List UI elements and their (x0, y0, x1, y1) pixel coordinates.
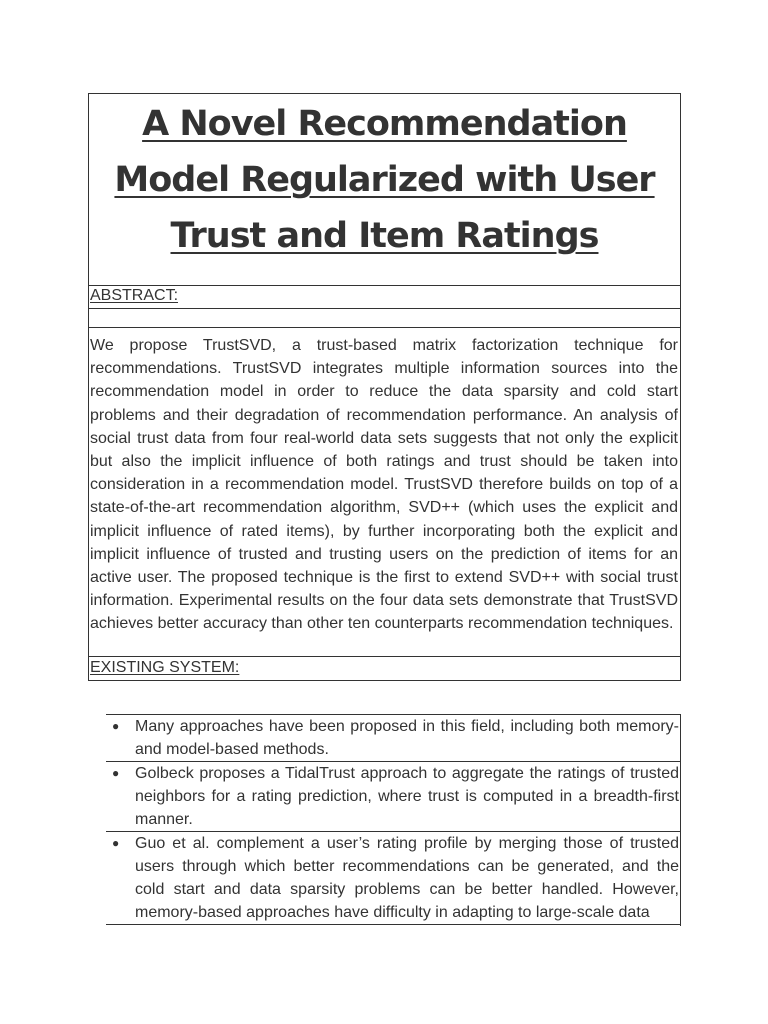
list-item (106, 715, 680, 762)
list-item-text: Many approaches have been proposed in this field, including both memory- and model-based methods. (135, 718, 679, 758)
abstract-cell (89, 328, 680, 657)
title-cell (89, 94, 680, 286)
existing-system-label: EXISTING SYSTEM: (90, 658, 240, 676)
document-table (88, 93, 681, 681)
abstract-text: We propose TrustSVD, a trust-based matrix factorization technique for recommendations. TrustSVD integrates multiple information sources into the recommendation model in order to reduce the data sparsity and cold start problems and their degradation of recommendation performance. An analysis of social trust data from four real-world data sets suggests that not only the explicit but also the implicit influence of both ratings and trust should be taken into consideration in a recommendation model. TrustSVD therefore builds on top of a state-of-the-art recommendation algorithm, SVD++ (which uses the explicit and implicit influence of rated items), by further incorporating both the explicit and implicit influence of trusted and trusting users on the prediction of items for an active user. The proposed technique is the first to extend SVD++ with social trust information. Experimental results on the four data sets demonstrate that TrustSVD achieves better accuracy than other ten counterparts recommendation techniques. (90, 337, 678, 633)
list-item-text: Golbeck proposes a TidalTrust approach to aggregate the ratings of trusted neighbors for a rating prediction, where trust is computed in a breadth-first manner. (135, 765, 679, 828)
abstract-spacer (89, 309, 680, 328)
existing-system-list (106, 714, 681, 926)
abstract-label: ABSTRACT: (89, 286, 680, 309)
list-item (106, 762, 680, 832)
list-item-text: Guo et al. complement a user’s rating profile by merging those of trusted users through which better recommendations can be generated, and the cold start and data sparsity problems can be better handled. However, memory-based approaches have difficulty in adapting to large-scale data (135, 835, 679, 921)
document-title: A Novel Recommendation Model Regularized with User Trust and Item Ratings (114, 104, 655, 256)
bullet-icon: ● (112, 836, 120, 850)
bullet-icon: ● (112, 719, 120, 733)
bullet-icon: ● (112, 766, 120, 780)
list-item (106, 832, 680, 925)
